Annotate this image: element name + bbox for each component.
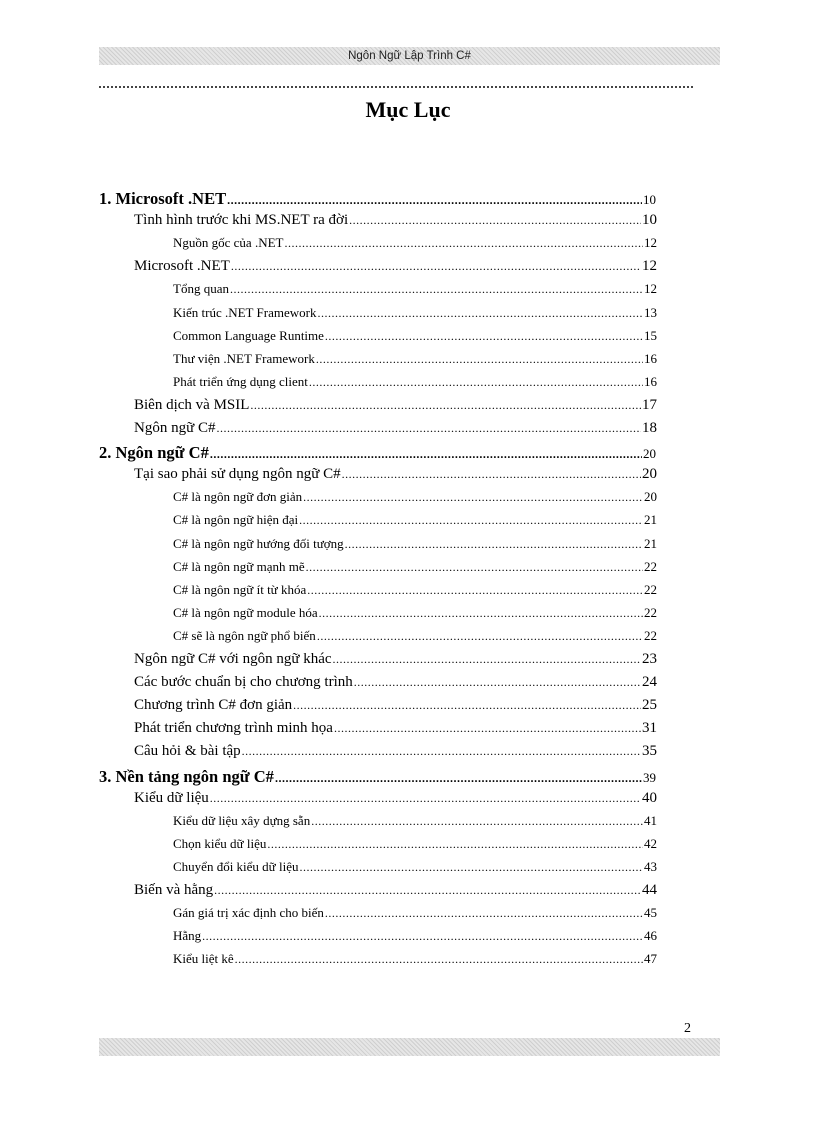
toc-entry — [173, 905, 657, 927]
toc-entry — [134, 258, 657, 280]
toc-entry-page: 20 — [643, 446, 656, 462]
page-number: 2 — [684, 1021, 691, 1036]
toc-entry-page: 21 — [644, 535, 657, 551]
toc-entry — [173, 951, 657, 973]
toc-entry-label: Biên dịch và MSIL — [134, 396, 250, 413]
dot-leader — [299, 513, 643, 528]
toc-entry — [134, 397, 657, 419]
toc-entry-page: 24 — [642, 674, 657, 691]
toc-entry — [173, 374, 657, 396]
dot-leader — [311, 814, 643, 829]
toc-entry — [173, 813, 657, 835]
toc-entry-page: 10 — [643, 192, 656, 207]
toc-entry-label: Chương trình C# đơn giản — [134, 697, 293, 714]
toc-entry-page: 43 — [644, 858, 657, 874]
toc-entry — [173, 559, 657, 581]
dot-leader — [235, 952, 643, 967]
dot-leader — [210, 447, 642, 462]
toc-entry-page: 16 — [644, 373, 657, 389]
toc-entry-page: 23 — [642, 651, 657, 667]
toc-entry-page: 21 — [644, 512, 657, 528]
toc-entry-label: 1. Microsoft .NET — [99, 189, 227, 208]
dot-leader — [354, 675, 641, 690]
toc-entry-page: 18 — [642, 420, 657, 436]
dot-leader — [345, 537, 643, 552]
toc-entry-label: C# là ngôn ngữ module hóa — [173, 604, 318, 620]
toc-entry-label: 2. Ngôn ngữ C# — [99, 443, 209, 463]
toc-entry — [134, 790, 657, 812]
toc-entry-page: 35 — [642, 743, 657, 760]
toc-entry-label: Microsoft .NET — [134, 258, 230, 275]
page-title: Mục Lục — [365, 97, 451, 122]
toc-entry-page: 22 — [644, 604, 657, 620]
toc-entry — [173, 928, 657, 950]
toc-entry — [134, 720, 657, 742]
dot-leader — [342, 467, 641, 482]
toc-entry-label: Tình hình trước khi MS.NET ra đời — [134, 212, 349, 229]
page-footer — [99, 1038, 720, 1056]
toc-entry-label: Gán giá trị xác định cho biến — [173, 905, 324, 921]
toc-entry — [134, 743, 657, 765]
dot-leader — [317, 629, 643, 644]
toc-entry — [173, 489, 657, 511]
toc-entry-label: Ngôn ngữ C# — [134, 420, 216, 436]
dot-leader — [309, 375, 643, 390]
dot-leader — [303, 490, 643, 505]
toc-entry-label: Chọn kiểu dữ liệu — [173, 835, 267, 851]
toc-entry-page: 39 — [643, 769, 656, 785]
dot-leader — [275, 771, 642, 786]
dot-leader — [299, 860, 643, 875]
toc-entry-page: 17 — [642, 396, 657, 413]
toc-entry-label: Tại sao phải sử dụng ngôn ngữ C# — [134, 466, 341, 483]
toc-entry — [134, 420, 657, 442]
toc-entry — [173, 628, 657, 650]
dot-leader — [306, 560, 643, 575]
dot-leader — [227, 193, 642, 208]
dot-leader — [267, 837, 643, 852]
toc-entry-label: Kiểu dữ liệu — [134, 789, 209, 806]
toc-entry-label: C# là ngôn ngữ ít từ khóa — [173, 581, 307, 597]
toc-entry — [173, 281, 657, 303]
dot-leader — [317, 306, 643, 321]
toc-entry-page: 41 — [644, 812, 657, 828]
toc-entry-label: Kiểu liệt kê — [173, 951, 234, 967]
dot-leader — [250, 398, 641, 413]
toc-entry-page: 15 — [644, 327, 657, 343]
toc-entry — [173, 328, 657, 350]
dot-leader — [242, 744, 641, 759]
toc-entry-page: 46 — [644, 928, 657, 944]
toc-entry — [134, 212, 657, 234]
toc-entry — [173, 351, 657, 373]
toc-entry-page: 25 — [642, 697, 657, 714]
toc-entry-page: 16 — [644, 350, 657, 366]
dot-leader — [230, 282, 643, 297]
toc-entry-page: 13 — [644, 304, 657, 320]
toc-entry — [134, 674, 657, 696]
header-title: Ngôn Ngữ Lập Trình C# — [348, 50, 471, 62]
toc-entry-page: 20 — [644, 489, 657, 505]
toc-entry-page: 12 — [644, 281, 657, 297]
toc-entry-label: Các bước chuẩn bị cho chương trình — [134, 674, 353, 691]
toc-entry-label: Ngôn ngữ C# với ngôn ngữ khác — [134, 651, 332, 667]
dot-leader — [307, 583, 643, 598]
dot-leader — [202, 929, 643, 944]
toc-entry — [173, 836, 657, 858]
toc-entry-label: C# là ngôn ngữ hiện đại — [173, 512, 299, 528]
toc-entry-page: 12 — [642, 258, 657, 275]
dot-leader — [349, 213, 641, 228]
dot-leader — [319, 606, 643, 621]
toc-entry-label: Tổng quan — [173, 281, 229, 297]
toc-entry-page: 31 — [642, 720, 657, 737]
dot-leader — [333, 652, 641, 667]
toc-entry — [173, 859, 657, 881]
dot-leader — [284, 236, 643, 251]
toc-entry — [134, 882, 657, 904]
toc-entry-label: Phát triển ứng dụng client — [173, 373, 308, 389]
dot-leader — [210, 791, 641, 806]
toc-entry-label: 3. Nền tảng ngôn ngữ C# — [99, 766, 274, 786]
toc-entry — [173, 582, 657, 604]
toc-entry-label: Phát triển chương trình minh họa — [134, 720, 333, 737]
toc-entry — [99, 443, 656, 465]
dot-leader — [231, 259, 641, 274]
toc-entry-label: C# là ngôn ngữ đơn giản — [173, 489, 303, 505]
toc-entry-label: C# sẽ là ngôn ngữ phổ biến — [173, 627, 316, 643]
toc-entry-label: Thư viện .NET Framework — [173, 350, 315, 366]
toc-entry-label: Nguồn gốc của .NET — [173, 235, 284, 251]
toc-entry-page: 22 — [644, 581, 657, 597]
toc-entry-page: 42 — [644, 835, 657, 851]
toc-entry-page: 22 — [644, 627, 657, 643]
dot-leader — [325, 329, 643, 344]
toc-entry-label: C# là ngôn ngữ mạnh mẽ — [173, 558, 305, 574]
toc-entry-label: Kiểu dữ liệu xây dựng sẵn — [173, 812, 311, 828]
toc-entry — [134, 651, 657, 673]
toc-entry-page: 10 — [642, 212, 657, 229]
toc-entry — [173, 536, 657, 558]
toc-entry — [173, 512, 657, 534]
toc-entry-label: Common Language Runtime — [173, 327, 324, 343]
toc-entry-page: 22 — [644, 558, 657, 574]
toc-entry — [173, 605, 657, 627]
toc-entry — [134, 466, 657, 488]
toc-entry — [173, 305, 657, 327]
dot-leader — [214, 883, 641, 898]
toc-entry — [134, 697, 657, 719]
toc-entry-page: 20 — [642, 466, 657, 483]
dot-leader — [316, 352, 643, 367]
toc-entry-label: Câu hỏi & bài tập — [134, 743, 241, 760]
toc-entry-page: 44 — [642, 882, 657, 898]
dot-leader — [216, 421, 641, 436]
toc-entry-page: 40 — [642, 789, 657, 806]
toc-entry-label: Hằng — [173, 928, 202, 944]
toc-entry — [99, 767, 656, 789]
toc-entry-label: Biến và hằng — [134, 882, 214, 898]
toc-entry-label: C# là ngôn ngữ hướng đối tượng — [173, 535, 344, 551]
toc-entry-page: 45 — [644, 905, 657, 921]
dot-leader — [293, 698, 641, 713]
toc-entry-page: 47 — [644, 951, 657, 967]
toc-entry-label: Kiến trúc .NET Framework — [173, 304, 317, 320]
toc-entry — [173, 235, 657, 257]
dot-leader — [334, 721, 641, 736]
dot-leader — [325, 906, 643, 921]
toc-entry-page: 12 — [644, 235, 657, 251]
toc-entry — [99, 189, 656, 211]
toc-entry-label: Chuyển đổi kiểu dữ liệu — [173, 858, 299, 874]
